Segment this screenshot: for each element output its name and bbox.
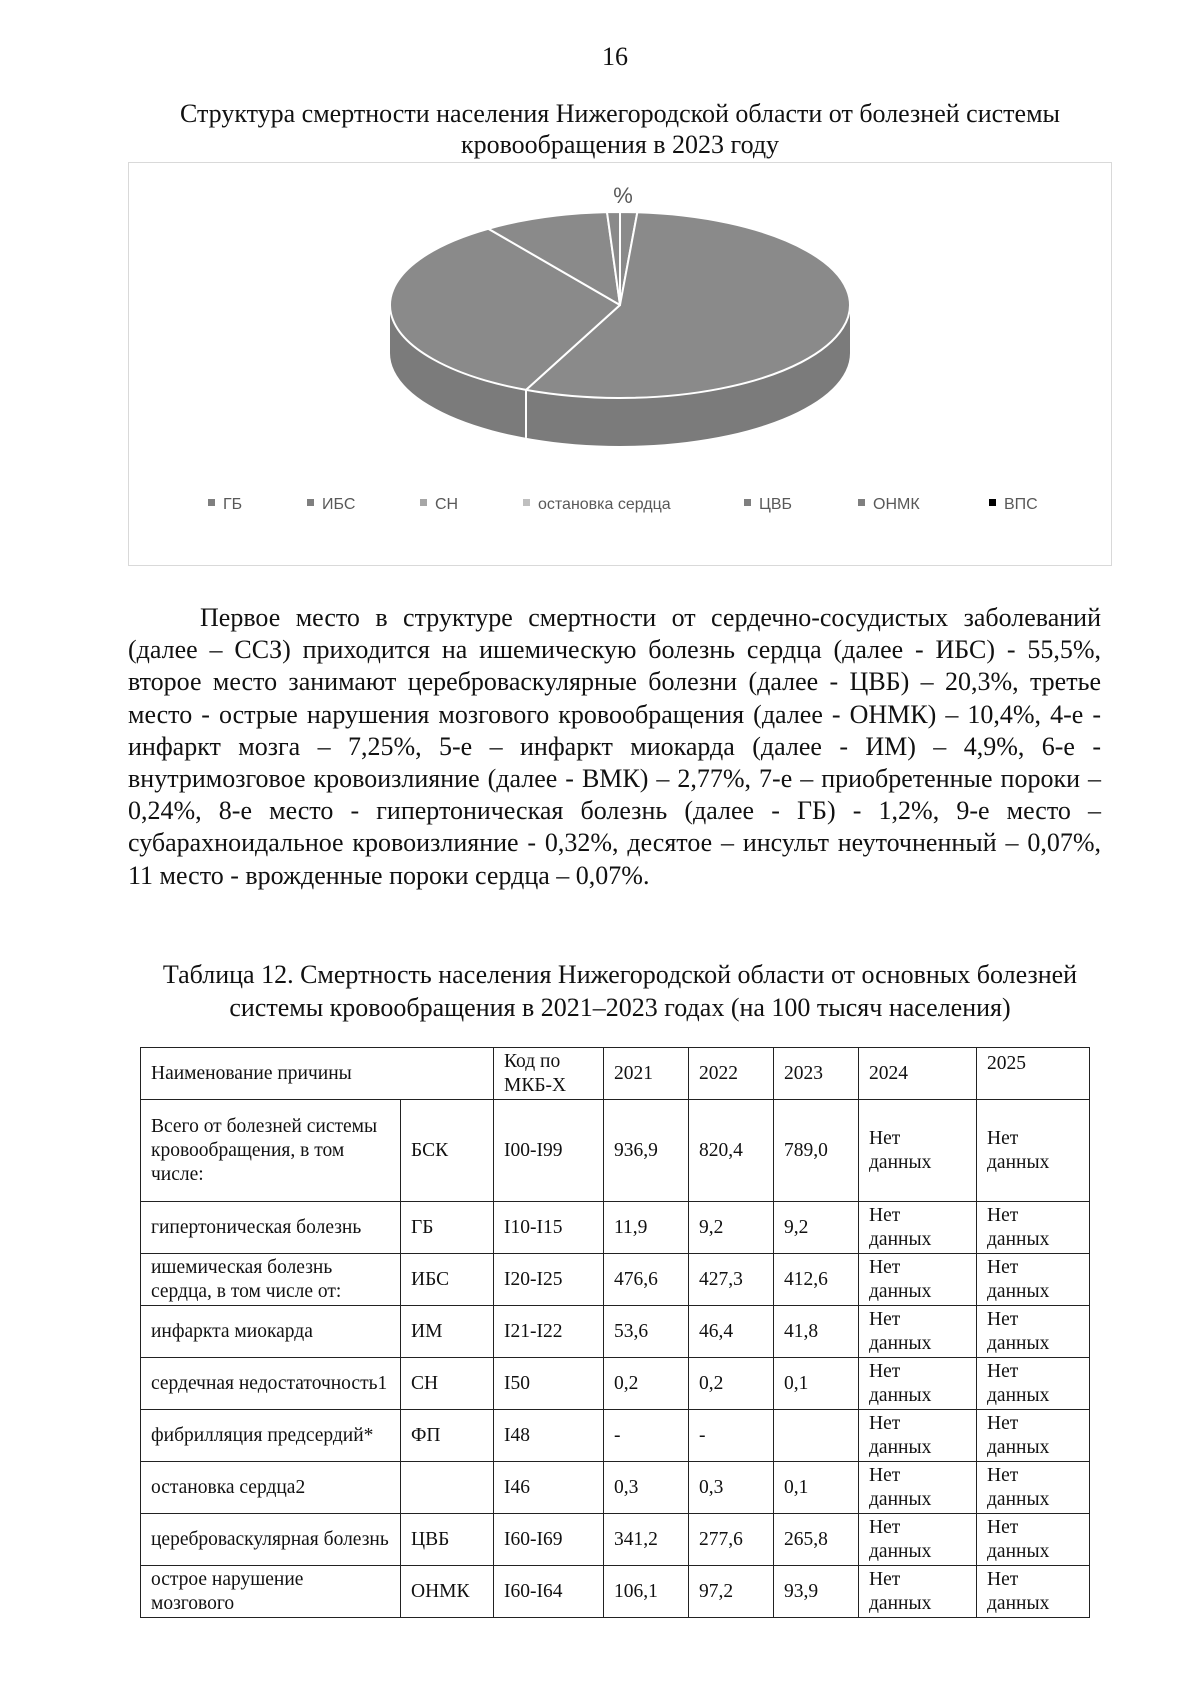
table-row <box>141 1254 1090 1306</box>
cell-y2025: Нет данных <box>977 1100 1090 1202</box>
cell-abbr: ИМ <box>401 1306 494 1358</box>
cell-y2022: 277,6 <box>689 1514 774 1566</box>
cell-y2023: 0,1 <box>774 1462 859 1514</box>
cell-y2024: Нет данных <box>859 1202 977 1254</box>
cell-y2025: Нет данных <box>977 1462 1090 1514</box>
cell-y2021: - <box>604 1410 689 1462</box>
cell-abbr: ФП <box>401 1410 494 1462</box>
cell-y2021: 341,2 <box>604 1514 689 1566</box>
cell-y2022: 0,3 <box>689 1462 774 1514</box>
table-row <box>141 1462 1090 1514</box>
cell-y2021: 11,9 <box>604 1202 689 1254</box>
legend-label: ИБС <box>322 496 356 513</box>
cell-y2024: Нет данных <box>859 1358 977 1410</box>
cell-code: I60-I69 <box>494 1514 604 1566</box>
cell-name: ишемическая болезнь сердца, в том числе от: <box>141 1254 401 1306</box>
table-row <box>141 1306 1090 1358</box>
cell-y2023: 9,2 <box>774 1202 859 1254</box>
header-2025: 2025 <box>977 1048 1090 1100</box>
cell-code: I60-I64 <box>494 1566 604 1618</box>
cell-code: I00-I99 <box>494 1100 604 1202</box>
header-code: Код по МКБ-Х <box>494 1048 604 1100</box>
cell-y2022: 97,2 <box>689 1566 774 1618</box>
cell-code: I20-I25 <box>494 1254 604 1306</box>
legend-swatch <box>420 499 427 506</box>
cell-y2021: 0,3 <box>604 1462 689 1514</box>
body-paragraph: Первое место в структуре смертности от сердечно-сосудистых заболеваний (далее – ССЗ) приходится на ишемическую болезнь сердца (далее - ИБС) - 55,5%, второе место занимают цереброваскулярные болезни (далее - ЦВБ) – 20,3%, третье место - острые нарушения мозгового кровообращения (далее - ОНМК) – 10,4%, 4-е - инфаркт мозга – 7,25%, 5-е – инфаркт миокарда (далее - ИМ) – 4,9%, 6-е - внутримозговое кровоизлияние (далее - ВМК) – 2,77%, 7-е – приобретенные пороки – 0,24%, 8-е место - гипертоническая болезнь (далее - ГБ) - 1,2%, 9-е место – субарахноидальное кровоизлияние - 0,32%, десятое – инсульт неуточненный – 0,07%, 11 место - врожденные пороки сердца – 0,07%. <box>128 603 1101 890</box>
header-2024: 2024 <box>859 1048 977 1100</box>
cell-y2025: Нет данных <box>977 1514 1090 1566</box>
cell-y2025: Нет данных <box>977 1358 1090 1410</box>
cell-name: фибрилляция предсердий* <box>141 1410 401 1462</box>
cell-y2022: 46,4 <box>689 1306 774 1358</box>
cell-y2021: 476,6 <box>604 1254 689 1306</box>
cell-y2024: Нет данных <box>859 1566 977 1618</box>
legend-item-onmk <box>858 496 920 514</box>
legend-item-vps <box>989 496 1038 514</box>
cell-y2024: Нет данных <box>859 1306 977 1358</box>
cell-y2023: 265,8 <box>774 1514 859 1566</box>
cell-y2023 <box>774 1410 859 1462</box>
cell-code: I50 <box>494 1358 604 1410</box>
legend-swatch <box>523 499 530 506</box>
legend-item-cardiac-arrest <box>523 496 671 514</box>
cell-name: гипертоническая болезнь <box>141 1202 401 1254</box>
cell-code: I10-I15 <box>494 1202 604 1254</box>
table-caption: Таблица 12. Смертность населения Нижегородской области от основных болезней системы кровообращения в 2021–2023 годах (на 100 тысяч населения) <box>162 960 1078 1022</box>
legend-item-gb <box>208 496 242 514</box>
cell-name: сердечная недостаточность1 <box>141 1358 401 1410</box>
cell-y2025: Нет данных <box>977 1202 1090 1254</box>
cell-y2021: 53,6 <box>604 1306 689 1358</box>
legend-swatch <box>858 499 865 506</box>
chart-legend <box>190 496 1070 520</box>
cell-abbr: СН <box>401 1358 494 1410</box>
cell-y2023: 0,1 <box>774 1358 859 1410</box>
cell-y2025: Нет данных <box>977 1566 1090 1618</box>
cell-y2025: Нет данных <box>977 1306 1090 1358</box>
legend-label: ОНМК <box>873 496 920 513</box>
cell-y2022: 427,3 <box>689 1254 774 1306</box>
header-2021: 2021 <box>604 1048 689 1100</box>
cell-abbr: ЦВБ <box>401 1514 494 1566</box>
table-row <box>141 1100 1090 1202</box>
legend-label: ГБ <box>223 496 243 513</box>
cell-abbr <box>401 1462 494 1514</box>
legend-label: ЦВБ <box>759 496 793 513</box>
table-body <box>141 1048 1090 1618</box>
cell-y2024: Нет данных <box>859 1514 977 1566</box>
cell-y2023: 93,9 <box>774 1566 859 1618</box>
cell-abbr: БСК <box>401 1100 494 1202</box>
table-row <box>141 1410 1090 1462</box>
page-number: 16 <box>602 42 628 71</box>
cell-y2024: Нет данных <box>859 1410 977 1462</box>
legend-item-cvb <box>744 496 792 514</box>
legend-item-sn <box>420 496 458 514</box>
pie-data-label: % <box>613 183 633 208</box>
cell-name: Всего от болезней системы кровообращения, в том числе: <box>141 1100 401 1202</box>
table-row <box>141 1514 1090 1566</box>
cell-y2022: 9,2 <box>689 1202 774 1254</box>
header-2022: 2022 <box>689 1048 774 1100</box>
cell-y2022: - <box>689 1410 774 1462</box>
cell-y2022: 820,4 <box>689 1100 774 1202</box>
cell-code: I48 <box>494 1410 604 1462</box>
header-2023: 2023 <box>774 1048 859 1100</box>
legend-swatch <box>307 499 314 506</box>
cell-y2022: 0,2 <box>689 1358 774 1410</box>
cell-y2023: 412,6 <box>774 1254 859 1306</box>
cell-y2023: 789,0 <box>774 1100 859 1202</box>
cell-name: остановка сердца2 <box>141 1462 401 1514</box>
table-row <box>141 1202 1090 1254</box>
cell-name: цереброваскулярная болезнь <box>141 1514 401 1566</box>
chart-title: Структура смертности населения Нижегородской области от болезней системы кровообращения в 2023 году <box>180 99 1060 159</box>
cell-abbr: ГБ <box>401 1202 494 1254</box>
cell-y2023: 41,8 <box>774 1306 859 1358</box>
cell-y2024: Нет данных <box>859 1100 977 1202</box>
cell-y2021: 936,9 <box>604 1100 689 1202</box>
legend-swatch <box>989 499 996 506</box>
cell-abbr: ИБС <box>401 1254 494 1306</box>
legend-label: СН <box>435 496 459 513</box>
cell-y2021: 106,1 <box>604 1566 689 1618</box>
table-header-row <box>141 1048 1090 1100</box>
legend-item-ibs <box>307 496 355 514</box>
cell-y2024: Нет данных <box>859 1462 977 1514</box>
table-row <box>141 1566 1090 1618</box>
table-row <box>141 1358 1090 1410</box>
legend-label: остановка сердца <box>538 496 671 513</box>
cell-y2021: 0,2 <box>604 1358 689 1410</box>
cell-code: I21-I22 <box>494 1306 604 1358</box>
cell-y2025: Нет данных <box>977 1410 1090 1462</box>
cell-abbr: ОНМК <box>401 1566 494 1618</box>
cell-y2024: Нет данных <box>859 1254 977 1306</box>
legend-swatch <box>208 499 215 506</box>
mortality-table <box>140 1047 1090 1618</box>
header-name: Наименование причины <box>141 1048 494 1100</box>
legend-swatch <box>744 499 751 506</box>
cell-y2025: Нет данных <box>977 1254 1090 1306</box>
cell-name: острое нарушение мозгового <box>141 1566 401 1618</box>
legend-label: ВПС <box>1004 496 1038 513</box>
cell-name: инфаркта миокарда <box>141 1306 401 1358</box>
cell-code: I46 <box>494 1462 604 1514</box>
